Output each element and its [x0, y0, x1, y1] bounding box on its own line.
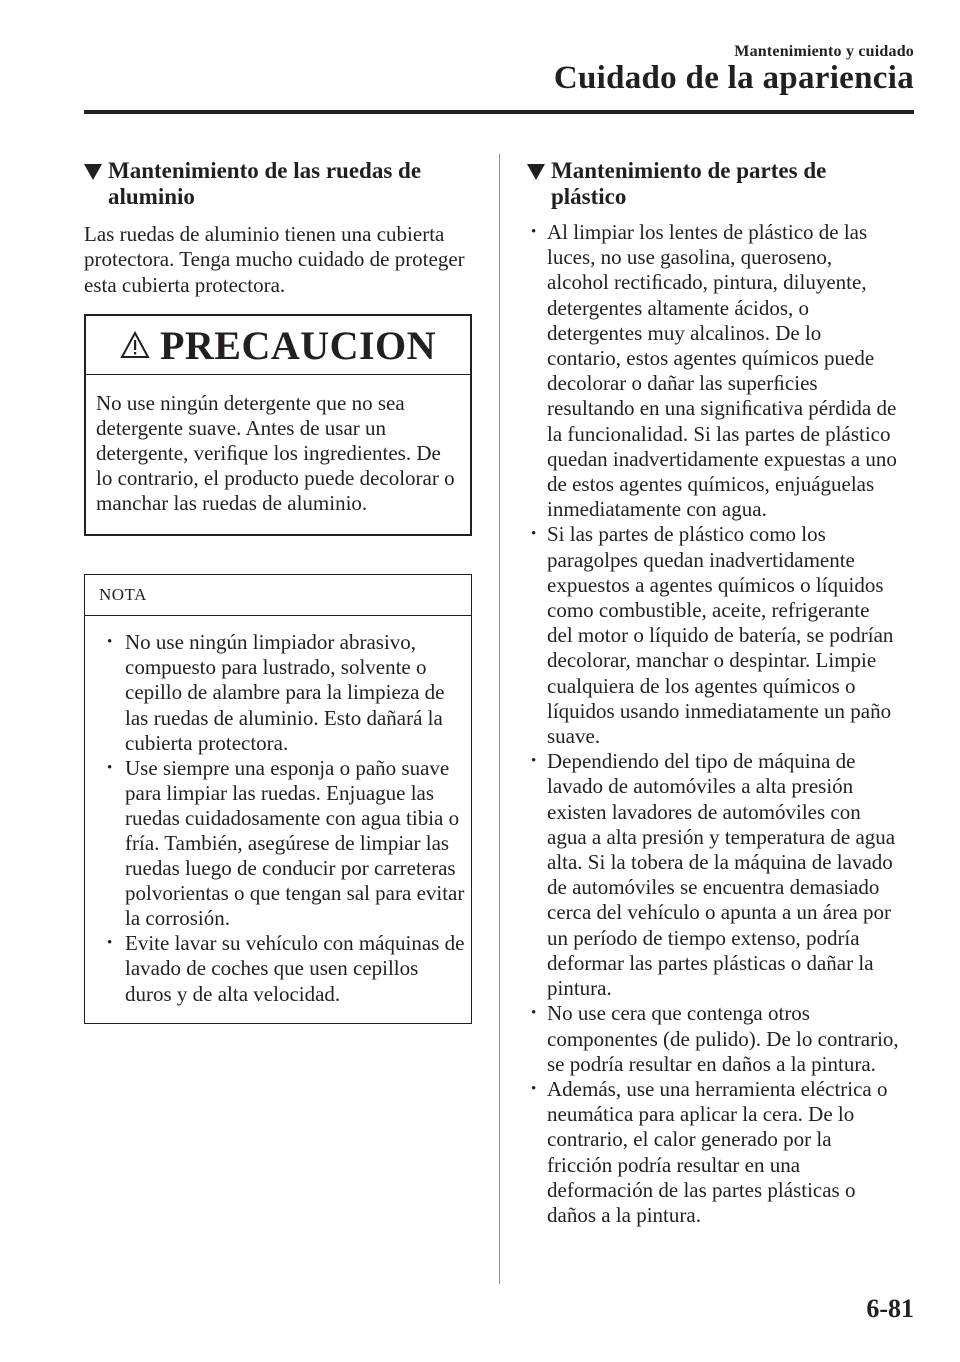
aluminum-wheels-heading-text: Mantenimiento de las ruedas de aluminio	[108, 158, 422, 209]
plastic-parts-heading	[527, 158, 899, 210]
triangle-down-icon	[84, 164, 102, 180]
column-divider	[499, 154, 500, 1284]
warning-icon	[120, 331, 150, 359]
note-list	[101, 630, 465, 1006]
left-column	[84, 158, 472, 1024]
triangle-down-icon	[527, 164, 545, 180]
list-item: • No use cera que contenga otros componentes (de pulido). De lo contrario, se podría resultar en daños a la pintura.	[527, 1001, 899, 1077]
section-title: Cuidado de la apariencia	[553, 60, 914, 96]
list-item: • Al limpiar los lentes de plástico de las luces, no use gasolina, queroseno, alcohol rectiﬁcado, pintura, diluyente, detergentes altamente ácidos, o detergentes muy alcalinos. De lo contario, estos agentes químicos puede decolorar o dañar las superﬁcies resultando en una signiﬁcativa pérdida de la funcionalidad. Si las partes de plástico quedan inadvertidamente expuestas a uno de estos agentes químicos, enjuáguelas inmediatamente con agua.	[527, 220, 899, 522]
note-box	[84, 574, 472, 1023]
aluminum-wheels-heading	[84, 158, 472, 210]
list-item: • Evite lavar su vehículo con máquinas de lavado de coches que usen cepillos duros y de alta velocidad.	[101, 931, 465, 1006]
page-number: 6-81	[866, 1294, 914, 1323]
caution-title: PRECAUCION	[159, 322, 437, 368]
note-body	[85, 616, 471, 1022]
list-item: • No use ningún limpiador abrasivo, compuesto para lustrado, solvente o cepillo de alambre para la limpieza de las ruedas de aluminio. Esto dañará la cubierta protectora.	[101, 630, 465, 755]
list-item: • Use siempre una esponja o paño suave para limpiar las ruedas. Enjuague las ruedas cuidadosamente con agua tibia o fría. También, asegúrese de limpiar las ruedas luego de conducir por carreteras polvorientas o que tengan sal para evitar la corrosión.	[101, 756, 465, 932]
aluminum-wheels-intro: Las ruedas de aluminio tienen una cubierta protectora. Tenga mucho cuidado de proteger esta cubierta protectora.	[84, 222, 465, 297]
plastic-parts-heading-text: Mantenimiento de partes de plástico	[551, 158, 827, 209]
list-item: • Además, use una herramienta eléctrica o neumática para aplicar la cera. De lo contrario, el calor generado por la fricción podría resultar en una deformación de las partes plásticas o daños a la pintura.	[527, 1077, 899, 1228]
caution-body: No use ningún detergente que no sea detergente suave. Antes de usar un detergente, veriﬁque los ingredientes. De lo contrario, el producto puede decolorar o manchar las ruedas de aluminio.	[96, 391, 455, 516]
caution-header	[86, 316, 470, 375]
right-column	[527, 158, 899, 1228]
chapter-label: Mantenimiento y cuidado	[734, 43, 914, 60]
plastic-parts-list	[527, 220, 899, 1228]
caution-box	[84, 314, 472, 536]
note-title: NOTA	[85, 575, 471, 616]
list-item: • Dependiendo del tipo de máquina de lavado de automóviles a alta presión existen lavadores de automóviles con agua a alta presión y temperatura de agua alta. Si la tobera de la máquina de lavado de automóviles se encuentra demasiado cerca del vehículo o apunta a un área por un período de tiempo extenso, podría deformar las partes plásticas o dañar la pintura.	[527, 749, 899, 1001]
header-rule	[84, 110, 914, 114]
list-item: • Si las partes de plástico como los paragolpes quedan inadvertidamente expuestos a agentes químicos o líquidos como combustible, aceite, refrigerante del motor o líquido de batería, se podrían decolorar, manchar o despintar. Limpie cualquiera de los agentes químicos o líquidos usando inmediatamente un paño suave.	[527, 522, 899, 749]
